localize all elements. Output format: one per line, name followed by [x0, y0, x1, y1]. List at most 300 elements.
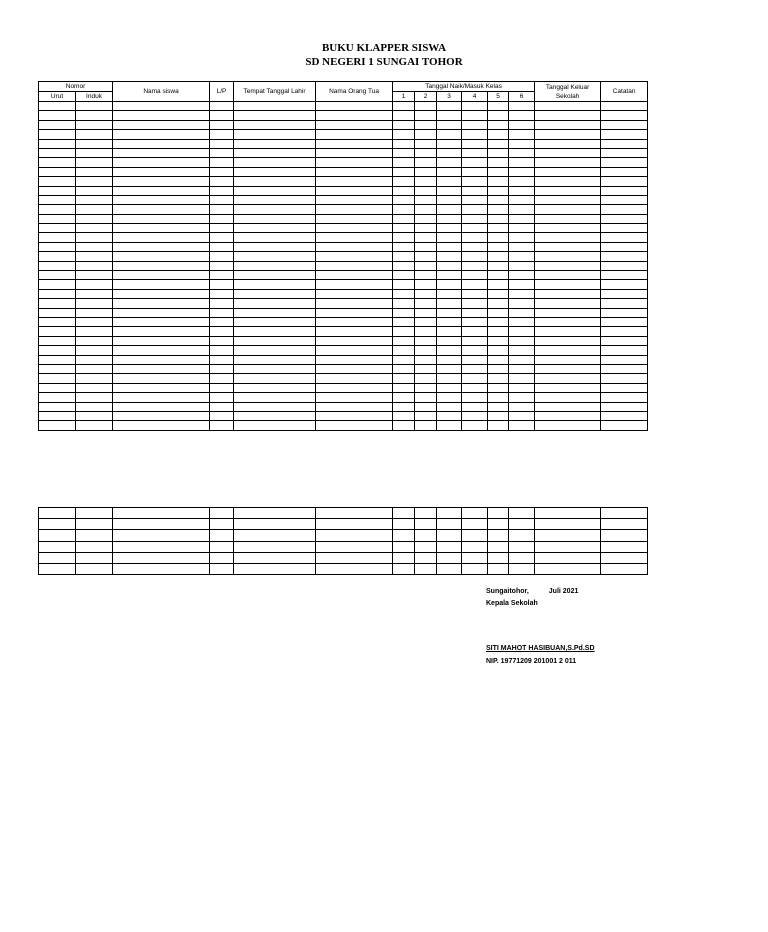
table-cell	[316, 421, 393, 430]
table-cell	[393, 421, 415, 430]
table-cell	[210, 327, 234, 336]
table-cell	[113, 421, 210, 430]
table-cell	[601, 111, 648, 120]
table-cell	[210, 289, 234, 298]
table-cell	[601, 139, 648, 148]
table-cell	[462, 252, 488, 261]
table-cell	[415, 563, 437, 574]
table-cell	[415, 289, 437, 298]
table-cell	[39, 563, 76, 574]
student-register-table-continued	[38, 507, 648, 575]
table-cell	[509, 402, 535, 411]
table-cell	[234, 271, 316, 280]
table-cell	[437, 508, 462, 519]
table-cell	[316, 139, 393, 148]
table-cell	[393, 374, 415, 383]
table-cell	[210, 346, 234, 355]
table-cell	[437, 102, 462, 111]
table-cell	[76, 233, 113, 242]
table-cell	[316, 374, 393, 383]
table-cell	[488, 421, 509, 430]
table-cell	[210, 271, 234, 280]
table-cell	[601, 271, 648, 280]
table-row	[39, 242, 648, 251]
table-cell	[316, 177, 393, 186]
table-cell	[210, 177, 234, 186]
table-cell	[39, 139, 76, 148]
table-cell	[462, 271, 488, 280]
header-nama-siswa: Nama siswa	[113, 82, 210, 102]
table-cell	[76, 214, 113, 223]
table-cell	[488, 355, 509, 364]
table-cell	[393, 271, 415, 280]
table-cell	[234, 374, 316, 383]
table-cell	[601, 346, 648, 355]
table-cell	[488, 177, 509, 186]
table-cell	[39, 252, 76, 261]
table-cell	[76, 552, 113, 563]
table-cell	[39, 148, 76, 157]
table-row	[39, 289, 648, 298]
table-cell	[76, 299, 113, 308]
table-cell	[437, 120, 462, 129]
table-cell	[39, 177, 76, 186]
table-cell	[76, 148, 113, 157]
table-cell	[509, 186, 535, 195]
header-lp: L/P	[210, 82, 234, 102]
table-cell	[601, 411, 648, 420]
table-cell	[234, 552, 316, 563]
table-cell	[415, 261, 437, 270]
table-cell	[535, 280, 601, 289]
table-row	[39, 299, 648, 308]
table-cell	[393, 233, 415, 242]
table-row	[39, 111, 648, 120]
table-cell	[535, 541, 601, 552]
table-row	[39, 280, 648, 289]
table-cell	[535, 299, 601, 308]
table-cell	[535, 111, 601, 120]
table-cell	[316, 280, 393, 289]
table-cell	[462, 530, 488, 541]
table-cell	[509, 355, 535, 364]
table-cell	[601, 289, 648, 298]
table-cell	[39, 120, 76, 129]
table-cell	[316, 308, 393, 317]
table-cell	[316, 541, 393, 552]
table-cell	[393, 508, 415, 519]
table-row	[39, 130, 648, 139]
table-cell	[39, 355, 76, 364]
table-cell	[462, 130, 488, 139]
table-cell	[316, 111, 393, 120]
table-cell	[39, 411, 76, 420]
table-cell	[210, 411, 234, 420]
table-cell	[393, 195, 415, 204]
table-cell	[113, 111, 210, 120]
table-cell	[113, 205, 210, 214]
signature-nip: NIP. 19771209 201001 2 011	[486, 658, 577, 665]
table-cell	[113, 355, 210, 364]
table-cell	[76, 374, 113, 383]
table-cell	[437, 327, 462, 336]
table-row	[39, 233, 648, 242]
table-cell	[393, 252, 415, 261]
table-cell	[210, 233, 234, 242]
table-cell	[39, 130, 76, 139]
table-cell	[316, 317, 393, 326]
table-cell	[488, 195, 509, 204]
table-cell	[488, 139, 509, 148]
table-cell	[437, 519, 462, 530]
table-cell	[39, 233, 76, 242]
table-cell	[39, 242, 76, 251]
table-cell	[234, 158, 316, 167]
table-cell	[601, 214, 648, 223]
table-cell	[393, 327, 415, 336]
table-cell	[488, 308, 509, 317]
table-row	[39, 563, 648, 574]
table-cell	[415, 336, 437, 345]
table-row	[39, 346, 648, 355]
table-cell	[76, 271, 113, 280]
table-row	[39, 195, 648, 204]
table-cell	[393, 411, 415, 420]
table-cell	[234, 224, 316, 233]
table-cell	[234, 364, 316, 373]
table-cell	[234, 411, 316, 420]
table-cell	[393, 530, 415, 541]
table-cell	[113, 552, 210, 563]
table-cell	[601, 308, 648, 317]
table-cell	[535, 411, 601, 420]
table-cell	[462, 233, 488, 242]
table-cell	[437, 252, 462, 261]
table-cell	[437, 111, 462, 120]
table-cell	[535, 336, 601, 345]
table-cell	[488, 261, 509, 270]
table-cell	[437, 214, 462, 223]
table-cell	[437, 271, 462, 280]
table-cell	[234, 205, 316, 214]
table-cell	[113, 167, 210, 176]
table-cell	[234, 308, 316, 317]
table-cell	[39, 261, 76, 270]
table-cell	[535, 130, 601, 139]
table-cell	[462, 374, 488, 383]
table-cell	[316, 336, 393, 345]
table-cell	[415, 393, 437, 402]
table-cell	[415, 374, 437, 383]
table-cell	[437, 139, 462, 148]
table-cell	[488, 508, 509, 519]
table-cell	[113, 364, 210, 373]
table-cell	[234, 130, 316, 139]
table-cell	[113, 393, 210, 402]
table-cell	[535, 346, 601, 355]
table-cell	[535, 224, 601, 233]
table-cell	[462, 177, 488, 186]
table-cell	[39, 289, 76, 298]
table-cell	[437, 563, 462, 574]
table-cell	[601, 393, 648, 402]
document-title: BUKU KLAPPER SISWA	[321, 42, 447, 54]
table-cell	[415, 308, 437, 317]
table-cell	[316, 383, 393, 392]
table-cell	[509, 327, 535, 336]
table-cell	[415, 530, 437, 541]
table-cell	[393, 336, 415, 345]
table-cell	[234, 102, 316, 111]
table-cell	[234, 177, 316, 186]
table-cell	[39, 271, 76, 280]
table-cell	[437, 393, 462, 402]
table-cell	[488, 374, 509, 383]
table-cell	[113, 139, 210, 148]
table-cell	[488, 336, 509, 345]
table-cell	[210, 519, 234, 530]
header-kelas-2: 2	[415, 92, 437, 102]
table-cell	[76, 224, 113, 233]
table-row	[39, 205, 648, 214]
table-cell	[437, 224, 462, 233]
table-cell	[415, 421, 437, 430]
table-cell	[601, 383, 648, 392]
table-cell	[601, 242, 648, 251]
table-cell	[316, 364, 393, 373]
table-cell	[113, 120, 210, 129]
table-cell	[39, 158, 76, 167]
table-cell	[535, 308, 601, 317]
table-cell	[316, 261, 393, 270]
header-kelas-4: 4	[462, 92, 488, 102]
table-cell	[76, 261, 113, 270]
table-cell	[415, 327, 437, 336]
table-cell	[234, 280, 316, 289]
table-cell	[601, 261, 648, 270]
table-cell	[509, 508, 535, 519]
table-cell	[601, 299, 648, 308]
table-cell	[234, 289, 316, 298]
table-cell	[601, 167, 648, 176]
table-cell	[39, 364, 76, 373]
table-cell	[39, 195, 76, 204]
table-cell	[535, 271, 601, 280]
table-cell	[234, 563, 316, 574]
table-cell	[39, 508, 76, 519]
table-cell	[76, 186, 113, 195]
table-cell	[601, 519, 648, 530]
header-induk: Induk	[76, 92, 113, 102]
table-cell	[415, 519, 437, 530]
header-urut: Urut	[39, 92, 76, 102]
table-cell	[210, 205, 234, 214]
table-cell	[488, 224, 509, 233]
table-cell	[234, 111, 316, 120]
table-cell	[415, 355, 437, 364]
table-cell	[509, 421, 535, 430]
table-cell	[113, 271, 210, 280]
table-row	[39, 214, 648, 223]
table-cell	[415, 541, 437, 552]
table-cell	[76, 139, 113, 148]
table-cell	[437, 317, 462, 326]
table-cell	[437, 308, 462, 317]
table-cell	[76, 519, 113, 530]
table-cell	[601, 563, 648, 574]
table-cell	[113, 177, 210, 186]
table-cell	[76, 242, 113, 251]
table-cell	[535, 402, 601, 411]
table-cell	[488, 402, 509, 411]
table-cell	[316, 102, 393, 111]
table-cell	[415, 102, 437, 111]
table-row	[39, 541, 648, 552]
table-cell	[437, 177, 462, 186]
table-cell	[601, 508, 648, 519]
table-cell	[39, 374, 76, 383]
table-cell	[437, 411, 462, 420]
table-row	[39, 383, 648, 392]
table-cell	[113, 374, 210, 383]
table-cell	[462, 167, 488, 176]
table-cell	[113, 508, 210, 519]
table-cell	[39, 541, 76, 552]
header-orang-tua: Nama Orang Tua	[316, 82, 393, 102]
table-row	[39, 252, 648, 261]
table-cell	[76, 541, 113, 552]
table-row	[39, 421, 648, 430]
table-cell	[601, 233, 648, 242]
table-cell	[76, 308, 113, 317]
table-cell	[437, 280, 462, 289]
table-cell	[462, 214, 488, 223]
table-cell	[415, 130, 437, 139]
table-cell	[76, 402, 113, 411]
table-cell	[234, 383, 316, 392]
table-cell	[316, 214, 393, 223]
table-cell	[601, 148, 648, 157]
table-cell	[509, 252, 535, 261]
table-cell	[437, 530, 462, 541]
table-cell	[437, 167, 462, 176]
table-cell	[234, 508, 316, 519]
table-cell	[488, 280, 509, 289]
table-cell	[509, 299, 535, 308]
table-cell	[76, 336, 113, 345]
table-row	[39, 508, 648, 519]
table-cell	[76, 383, 113, 392]
table-cell	[509, 374, 535, 383]
table-cell	[488, 158, 509, 167]
table-cell	[462, 120, 488, 129]
table-cell	[210, 130, 234, 139]
table-cell	[234, 261, 316, 270]
table-cell	[393, 186, 415, 195]
table-cell	[462, 289, 488, 298]
table-cell	[415, 552, 437, 563]
table-cell	[234, 421, 316, 430]
table-cell	[76, 102, 113, 111]
table-cell	[210, 563, 234, 574]
table-cell	[437, 130, 462, 139]
table-cell	[509, 271, 535, 280]
table-cell	[601, 102, 648, 111]
table-cell	[76, 364, 113, 373]
table-cell	[462, 261, 488, 270]
table-cell	[39, 205, 76, 214]
table-cell	[76, 421, 113, 430]
header-tanggal-keluar-line1: Tanggal Keluar	[545, 83, 590, 91]
table-cell	[393, 289, 415, 298]
table-cell	[316, 158, 393, 167]
table-cell	[113, 280, 210, 289]
table-cell	[509, 393, 535, 402]
table-cell	[316, 508, 393, 519]
table-cell	[437, 233, 462, 242]
table-cell	[601, 402, 648, 411]
table-cell	[393, 224, 415, 233]
table-cell	[601, 355, 648, 364]
table-cell	[462, 158, 488, 167]
table-cell	[535, 177, 601, 186]
table-cell	[76, 508, 113, 519]
table-cell	[210, 508, 234, 519]
table-cell	[316, 346, 393, 355]
table-cell	[210, 552, 234, 563]
table-cell	[462, 383, 488, 392]
table-cell	[415, 383, 437, 392]
table-cell	[210, 148, 234, 157]
table-cell	[234, 336, 316, 345]
table-row	[39, 186, 648, 195]
table-cell	[76, 317, 113, 326]
table-cell	[393, 111, 415, 120]
table-cell	[415, 346, 437, 355]
table-cell	[316, 563, 393, 574]
table-cell	[462, 148, 488, 157]
table-cell	[535, 195, 601, 204]
table-cell	[210, 299, 234, 308]
table-cell	[601, 130, 648, 139]
table-cell	[39, 327, 76, 336]
table-cell	[535, 327, 601, 336]
table-cell	[462, 327, 488, 336]
table-cell	[210, 120, 234, 129]
table-cell	[234, 148, 316, 157]
table-cell	[488, 102, 509, 111]
table-cell	[210, 261, 234, 270]
table-cell	[437, 242, 462, 251]
table-cell	[437, 346, 462, 355]
table-cell	[462, 111, 488, 120]
table-cell	[415, 139, 437, 148]
table-cell	[535, 364, 601, 373]
table-cell	[535, 205, 601, 214]
table-cell	[316, 205, 393, 214]
table-cell	[509, 102, 535, 111]
table-cell	[509, 177, 535, 186]
table-cell	[393, 393, 415, 402]
table-cell	[415, 252, 437, 261]
table-cell	[462, 102, 488, 111]
table-cell	[234, 317, 316, 326]
table-cell	[437, 552, 462, 563]
table-cell	[437, 355, 462, 364]
table-cell	[488, 393, 509, 402]
table-cell	[316, 271, 393, 280]
table-cell	[601, 120, 648, 129]
